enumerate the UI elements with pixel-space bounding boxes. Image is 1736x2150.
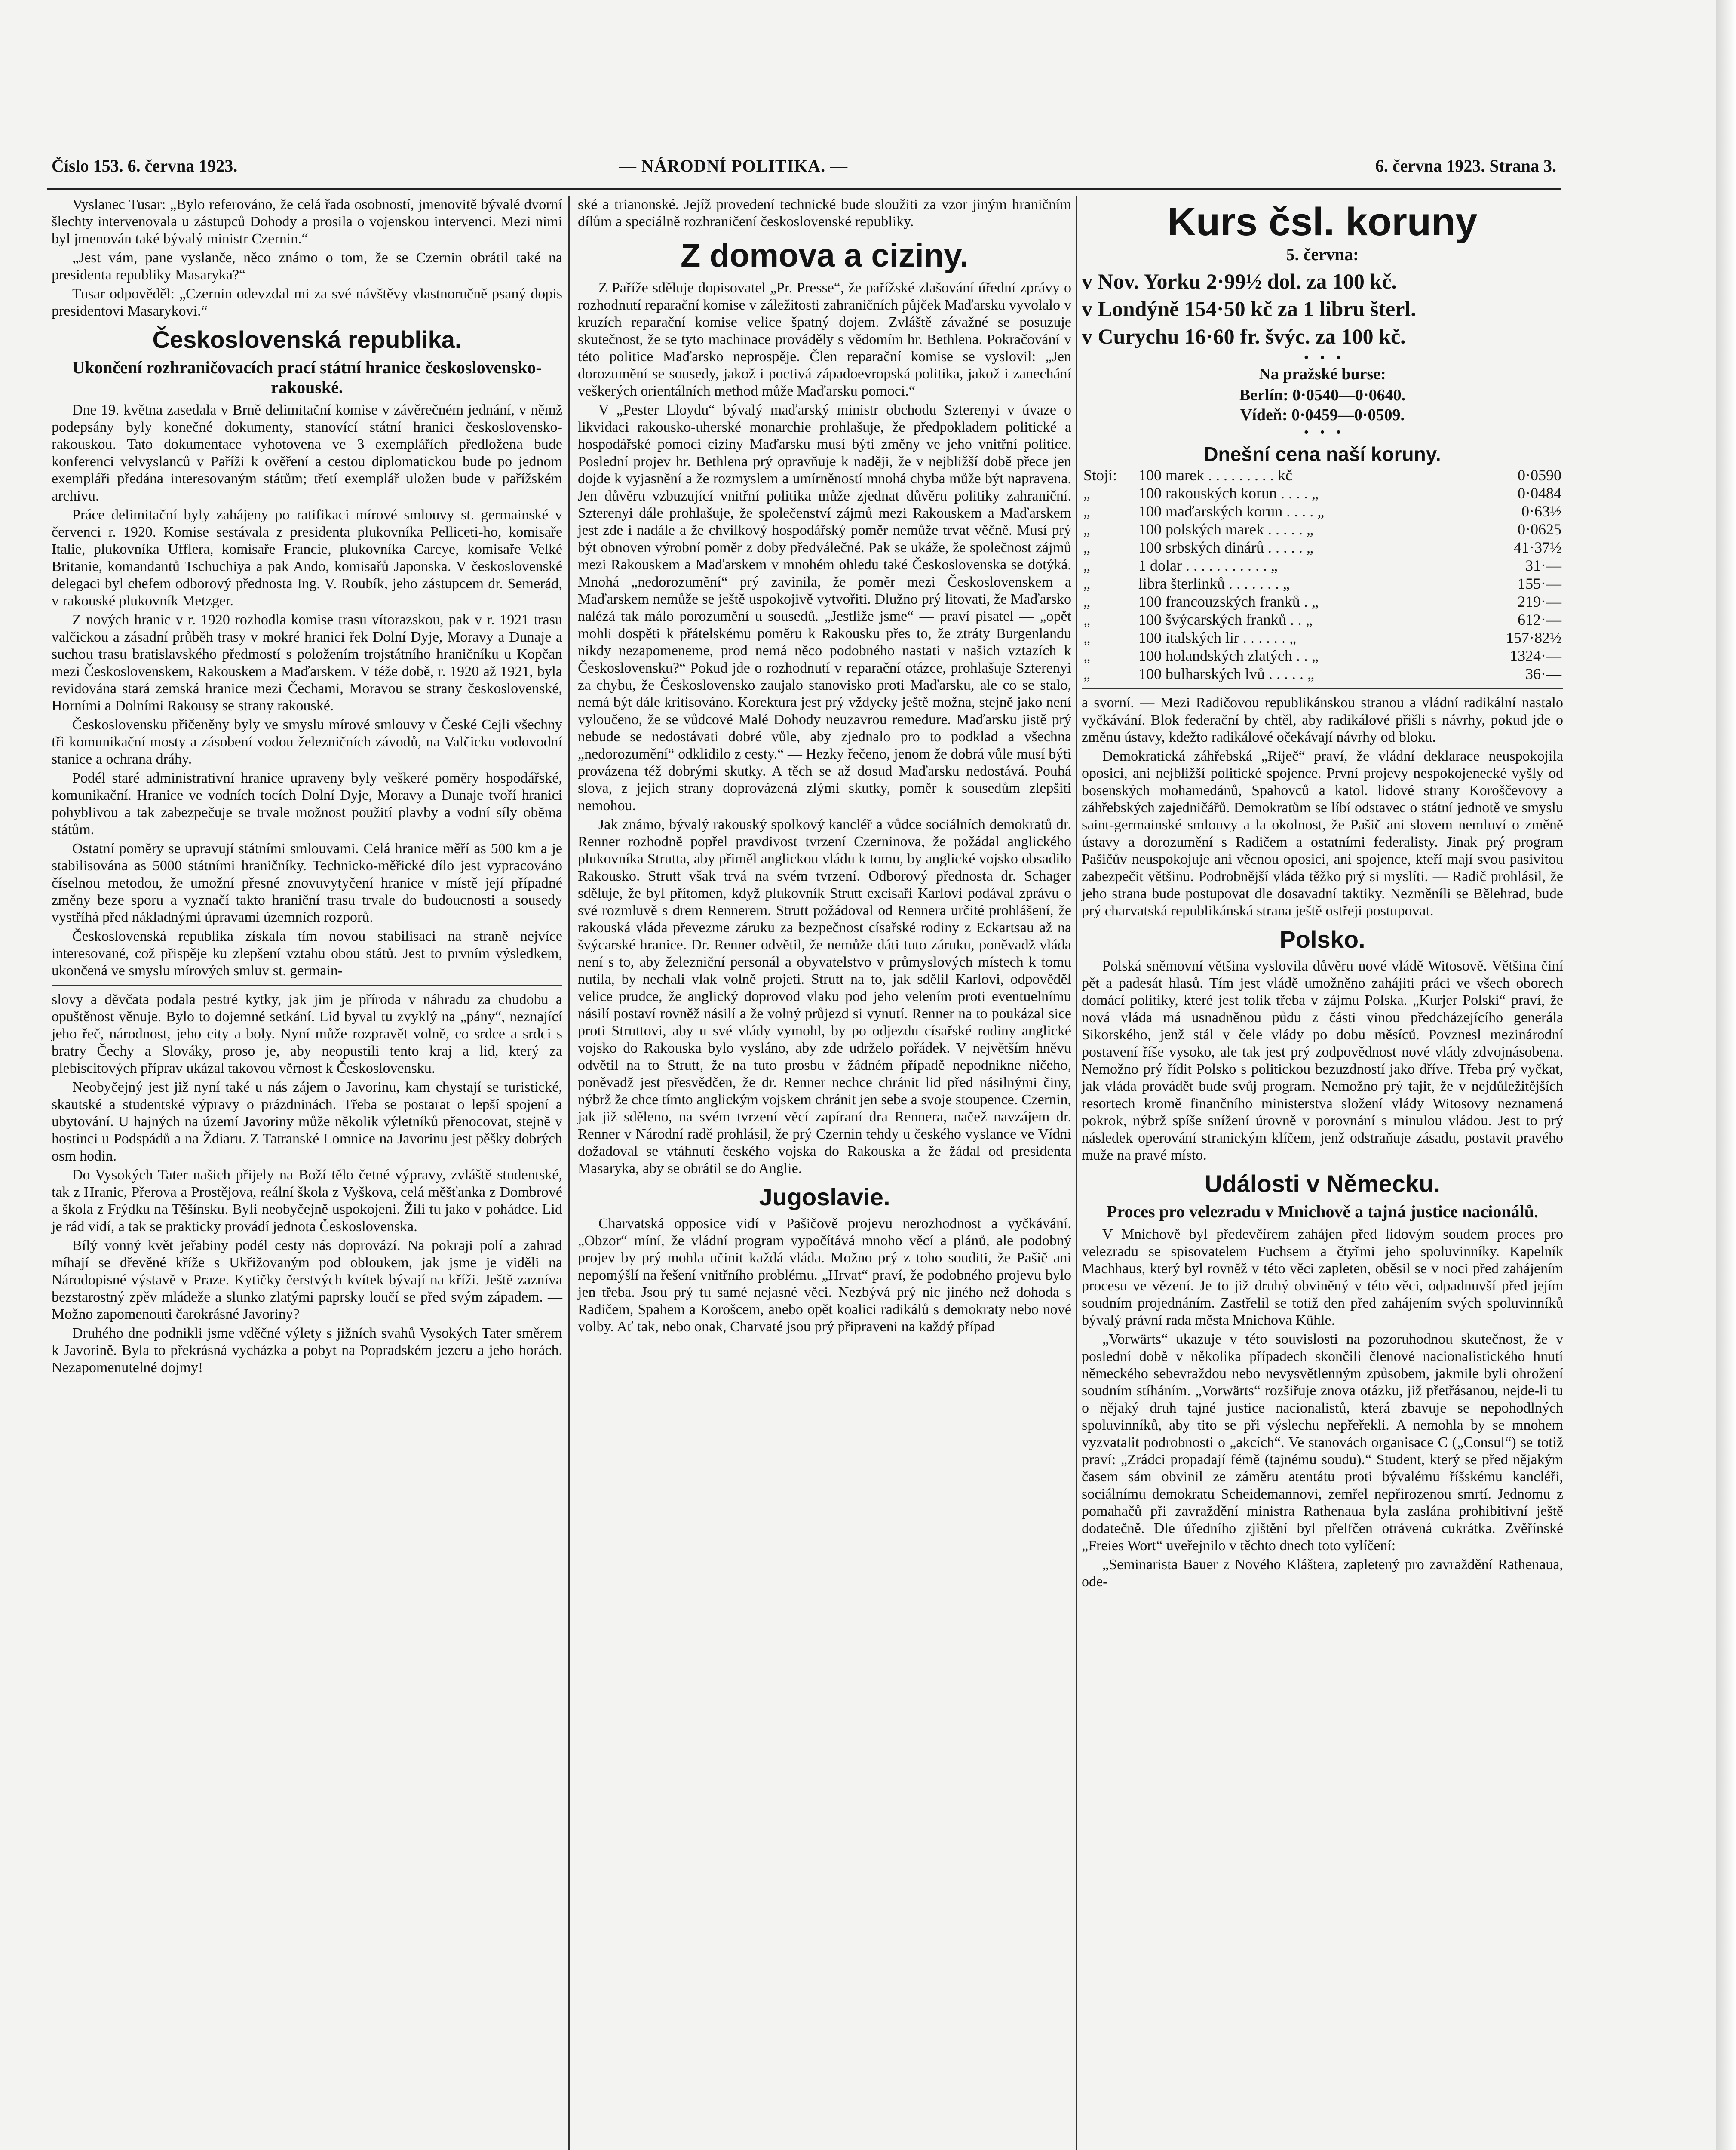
currency-row: [1082, 466, 1563, 484]
currency-label: 100 italských lir . . . . . . „: [1138, 629, 1296, 646]
column-2: [578, 196, 1071, 1337]
currency-val: 41·37½: [1514, 539, 1561, 556]
currency-label: 100 maďarských korun . . . . „: [1138, 503, 1325, 520]
currency-label: 100 marek . . . . . . . . . kč: [1138, 467, 1292, 484]
currency-pre: Stojí:: [1083, 467, 1117, 484]
paragraph: Neobyčejný jest již nyní také u nás zájem o Javorinu, kam chystají se turistické, skautské a studentské výpravy o prázdninách. Třeba se postarat o lepší spojení a ubytování. U hajných na území Javoriny může několik výletníků přenocovat, stejně v hostinci u Podspádů a na Ždiaru. Z Tatranské Lomnice na Javorinu jest pěšky dobrých osm hodin.: [52, 1079, 562, 1164]
section-title: Československá republika.: [152, 326, 462, 353]
paragraph: „Seminarista Bauer z Nového Kláštera, zapletený pro zavraždění Rathenaua, ode-: [1082, 1557, 1563, 1590]
currency-pre: „: [1083, 593, 1090, 610]
currency-row: [1082, 647, 1563, 665]
paragraph: Polská sněmovní většina vyslovila důvěru nové vládě Witosově. Většina činí pět a padesát hlasů. Tím jest vládě umožněno zahájiti práci ve všech oborech domácí politiky, které jest tolik třeba v zájmu Polska. „Kurjer Polski“ praví, že nová vláda má usnadněnou půdu z části vinou předcházejícího generála Sikorského, jenž stál v čele vlády po dobu měsíců. Povznesl mezinárodní postavení říše vysoko, ale tak jest prý zodpovědnost nové vlády zdvojnásobena. Nemožno prý řídit Polsko s politickou bezuzdností jako dříve. Třeba prý vyčkat, jak vláda provádět bude svůj program. Nemožno prý tajit, že v nejdůležitějších resortech kromě finančního ministerstva složení vlády Witosovy neznamená pokrok, nýbrž spíše snížení úrovně v porovnání s minulou vládou. Jest to prý následek operování stranickým klíčem, jenž odstraňuje zásadu, postavit pravého muže na pravé místo.: [1082, 958, 1563, 1163]
paragraph: Z nových hranic v r. 1920 rozhodla komise trasu vítorazskou, pak v r. 1921 trasu valčickou a zásadní průběh trasy v mokré hranici řek Dolní Dyje, Moravy a Dunaje a suchou trasu bratislavského předmostí s položením trojstátního hraničníku u Kopčan mezi Československem, Rakouskem a Maďarskem. V téže době, r. 1920 až 1921, byla revidována stará zemská hranice mezi Čechami, Moravou se strany československé, Horními a Dolními Rakousy se strany rakouské.: [52, 612, 562, 714]
currency-row: [1082, 538, 1563, 556]
currency-label: 100 srbských dinárů . . . . . „: [1138, 539, 1313, 556]
exchange-rate-date: 5. června:: [1286, 245, 1359, 264]
currency-pre: „: [1083, 629, 1090, 646]
burse-line: Vídeň: 0·0459—0·0509.: [1240, 406, 1405, 424]
currency-row: [1082, 593, 1563, 611]
column-divider: [568, 196, 570, 2150]
currency-val: 31·—: [1525, 557, 1561, 574]
currency-pre: „: [1083, 503, 1090, 520]
exchange-rate-line: v Londýně 154·50 kč za 1 libru šterl.: [1082, 297, 1416, 321]
currency-row: [1082, 520, 1563, 538]
paragraph: Demokratická záhřebská „Riječ“ praví, že vládní deklarace neuspokojila oposici, ani nejbližší politické spojence. První projevy nespokojenecké vyšly od bosenských mohamedánů, Spahovců a katol. lidové strany Koroščevovy a záhřebských zajedničářů. Demokratům se líbí odstavec o státní jednotě ve smyslu saint-germainské smlouvy a la okolnost, že Pašič ani slovem nemluví o změně ústavy a dorozumění s Radičem a ostatními federalisty. Jinak prý program Pašičův neuspokojuje ani věcnou oposici, ani spojence, kteří mají svou pasivitou zabezpečit většinu. Podrobnější vláda těžko prý si myslíti. — Radič prohlásil, že jeho strana bude postupovat dle dosavadní taktiky. Nezměníli se Bělehrad, bude prý charvatská republikánská strana ještě ostřeji postupovat.: [1082, 748, 1563, 919]
section-title: Polsko.: [1279, 926, 1365, 953]
exchange-rate-title: Kurs čsl. koruny: [1167, 200, 1478, 244]
currency-val: 0·0590: [1518, 467, 1561, 484]
paragraph: Československá republika získala tím novou stabilisaci na straně nejvíce interesované, což přispěje ku zlepšení vztahu obou států. Jest to prvním výsledkem, ukončená ve smyslu mírových smluv st. germain-: [52, 928, 562, 979]
section-title: Jugoslavie.: [759, 1183, 890, 1210]
header-issue: Číslo 153. 6. června 1923.: [52, 156, 238, 175]
paragraph: Z Paříže sděluje dopisovatel „Pr. Presse“, že pařížské zlašování úřední zprávy o rozhodnutí reparační komise v záležitosti zahraničních půjček Maďarsku vyvolalo v kruzích reparační komise velice špatný dojem. Zvláště závažné se posuzuje skutečnost, že se tyto machinace prováděly s vědomím hr. Bethlena. Pokračování v této politice Maďarsko neprospěje. Člen reparační komise se vyslovil: „Jen dorozumění se sousedy, jakož i poctivá západoevropská politika, jakož i zanechání veškerých orientálních method může Maďarsku pomoci.“: [578, 280, 1071, 399]
currency-label: 100 polských marek . . . . . „: [1138, 521, 1313, 538]
ornament-dots: • • •: [1304, 350, 1341, 366]
currency-val: 612·—: [1518, 611, 1561, 628]
burse-line: Berlín: 0·0540—0·0640.: [1239, 386, 1406, 404]
exchange-rate-line: v Nov. Yorku 2·99½ dol. za 100 kč.: [1082, 269, 1397, 293]
currency-pre: „: [1083, 611, 1090, 628]
currency-label: libra šterlinků . . . . . . . „: [1138, 575, 1290, 592]
currency-pre: „: [1083, 539, 1090, 556]
page-header: [52, 156, 1556, 186]
currency-label: 1 dolar . . . . . . . . . . . „: [1138, 557, 1278, 574]
paragraph: Jak známo, bývalý rakouský spolkový kancléř a vůdce sociálních demokratů dr. Renner rozhodně popřel pravdivost tvrzení Czerninova, že požádal anglického plukovníka Strutta, aby přiměl anglickou vládu k tomu, by anglické vojsko obsadilo Rakousko. Strutt však trvá na svém tvrzení. Odborový přednosta dr. Schager sděluje, že byl přítomen, když plukovník Strutt excisaři Karlovi podával zprávu o své rozmluvě s drem Rennerem. Strutt požádoval od Rennera určité prohlášení, že rakouská vláda převezme záruku za bezpečnost císařské rodiny z Eckartsau až na švýcarské hranice. Dr. Renner odvětil, že nemůže dáti tuto záruku, poněvadž vláda není s to, aby železniční personál a obyvatelstvo v průmyslových místech k tomu nutila, by nechali vlak volně projeti. Strutt na to, jak sdělil Karlovi, odpověděl velice prudce, že anglický doprovod vlaku pod jeho velením proti eventuelnímu násilí postaví rovněž násilí a že volný průjezd si vynutí. Renner na to poukázal sice proti Struttovi, aby u své vlády vymohl, by po odjezdu císařské rodiny anglické vojsko do Rakouska bylo vysláno, aby zde udrželo pořádek. V největším hněvu odvětil na to Strutt, že na tuto prosbu v žádném případě nepodnikne ničeho, poněvadž jest přesvědčen, že dr. Renner nechce chránit lid před násilnými činy, nýbrž že chce tímto anglickým vojskem chránit jen sebe a svoje stoupence. Czernin, jak již sděleno, na svém tvrzení věcí zapíraní dra Rennera, načež navzájem dr. Renner v Národní radě prohlásil, že prý Czernin tehdy u českého vyslance ve Vídni dožadoval se vtáhnutí českého vojska do Rakouska a že žádal od presidenta Masaryka, aby se obrátil se do Anglie.: [578, 817, 1071, 1176]
paragraph: V Mnichově byl předevčírem zahájen před lidovým soudem proces pro velezradu se spisovatelem Fuchsem a čtyřmi jeho spoluvinníky. Kapelník Machhaus, který byl rovněž v této věci zapleten, oběsil se v noci před zahájením procesu ve vězení. Je to již druhý obviněný v této věci, odpadnuvší před jejím soudním projednáním. Zastřelil se totiž den před zahájením svých spoluvinníků bývalý právní rada města Mnichova Kühle.: [1082, 1226, 1563, 1328]
currency-pre: „: [1083, 521, 1090, 538]
column-divider: [1076, 196, 1077, 2150]
paragraph: Vyslanec Tusar: „Bylo referováno, že celá řada osobností, jmenovitě bývalé dvorní šlechty intervenovala u zástupců Dohody a prosila o vojenskou intervenci. Mezi nimi byl jmenován také bývalý ministr Czernin.“: [52, 197, 562, 247]
currency-label: 100 francouzských franků . „: [1138, 593, 1319, 610]
paragraph: „Vorwärts“ ukazuje v této souvislosti na pozoruhodnou skutečnost, že v poslední době v několika případech skončili členové nacionalistického hnutí německého sebevraždou nebo nevysvětlenným způsobem, jakmile byli ohrožení soudním stíháním. „Vorwärts“ rozšiřuje znova otázku, již přetřásanou, nejde-li tu o nějaký druh tajné justice nacionalistů, která zbavuje se nepohodlných spoluvinníků, aby tito se při výslechu nepřeřekli. A nemohla by se mnohem vyzvatalit podrobnosti o „akcích“. Ve stanovách organisace C („Consul“) se totiž praví: „Zrádci propadají fémě (tajnému soudu).“ Student, který se před nějakým časem sám obvinil ze záměru atentátu proti bývalému říšskému kancléři, sociálnímu demokratu Scheidemannovi, zemřel nepřirozenou smrtí. Jednomu z pomahačů při zavraždění ministra Rathenaua byla zaslána prohibitivní ještě dodatečně. Dle úředního zjištění byl přelfčen otrávená cukrátka. Zvěřínské „Freies Wort“ uveřejnilo v těchto dnech toto vylíčení:: [1082, 1331, 1563, 1554]
paragraph: V „Pester Lloydu“ bývalý maďarský ministr obchodu Szterenyi v úvaze o likvidaci rakousko-uherské monarchie prohlašuje, že předpokladem politické a hospodářské pomoci ciziny Maďarsku musí býti změny ve jeho vnitřní politice. Poslední projev hr. Bethlena prý opravňuje k naději, že v nejbližší době přece jen dojde k vyjasnění a že rozmyslem a umírněností mnohá chyba může být napravena. Jen důvěru vzbuzující vnitřní politika může zjednat důvěru politiky zahraniční. Szterenyi dále prohlašuje, že společenství zájmů mezi Rakouskem a Maďarskem jest zde i nadále a že chvilkový hospodářský poměr nemůže trvat věčně. Musí prý být obnoven výrobní poměr z doby předválečné. Pak se ukáže, že společnost zájmů mezi Rakouskem a Maďarskem v mnohém ohledu také Československa se dotýká. Mnohá „nedorozumění“ prý zavinila, že poměr mezi Československem a Maďarskem nemůže se ještě uspokojivě vytvořiti. Dlužno prý litovati, že Maďarsko nalézá tak málo porozumění u sousedů. „Jestliže jsme“ — praví pisatel — „opět mohli dospěti k přátelskému poměru k Rakousku přes to, že ztráty Burgenlandu nikdy nezapomeneme, prod nemá něco podobného nastati v našich vztazích k Československu?“ Pokud jde o rozhodnutí v reparační otázce, prohlašuje Szterenyi za chybu, že Československo zaujalo stanovisko proti Maďarsku, ale co se stalo, nemá být dále kritisováno. Korektura jest prý vždycky ještě možna, stejně jako není vyloučeno, že se vůdcové Malé Dohody neuzavrou remedure. Maďarsku jistě prý nebude se nedostávati dobré vůle, aby zjednalo pro to podklad a všechna „nedorozumění“ odklidilo z cesty.“ — Hezky řečeno, jenom že dobrá vůle musí býti provázena též dobrými skutky. A těch se až dosud Maďarsku nedostává. Pouhá slova, z jejich strany doprovázená zlými skutky, poměr k sousedům zlepšiti nemohou.: [578, 402, 1071, 814]
currency-table-title: Dnešní cena naší koruny.: [1204, 443, 1441, 465]
currency-label: 100 holandských zlatých . . „: [1138, 647, 1319, 664]
currency-label: 100 rakouských korun . . . . „: [1138, 485, 1319, 502]
paragraph: Československu přičeněny byly ve smyslu mírové smlouvy v České Cejli všechny tři komunikační mosty a zásobení vodou železničních závodů, na Valčicku vodovodní stanice a ochrana dráhy.: [52, 717, 562, 767]
paragraph: Druhého dne podnikli jsme vděčné výlety s jižních svahů Vysokých Tater směrem k Javorině. Byla to překrásná vycházka a pobyt na Popradském jezeru a jeho horách. Nezapomenutelné dojmy!: [52, 1325, 562, 1376]
currency-val: 0·0625: [1518, 521, 1561, 538]
currency-row: [1082, 484, 1563, 502]
paragraph: a svorní. — Mezi Radičovou republikánskou stranou a vládní radikální nastalo vyčkávání. Blok federační by chtěl, aby radikálové přišli s návrhy, pokud jde o změnu ústavy, kdežto radikálové očekávají návrhy od bloku.: [1082, 695, 1563, 745]
paragraph: Práce delimitační byly zahájeny po ratifikaci mírové smlouvy st. germainské v červenci r. 1920. Komise sestávala z presidenta plukovníka Pelliceti-ho, komisaře Italie, plukovníka Ufflera, komisaře Francie, plukovníka Carcye, komisaře Velké Britanie, komandantů Tschuchiya a pak Ando, komisařů Japonska. V československé delegaci byl chefem odborový přednosta Ing. V. Roubík, jeho zástupcem dr. Semerád, v rakouské plukovník Metzger.: [52, 507, 562, 609]
column-3: [1082, 196, 1563, 1592]
currency-val: 155·—: [1518, 575, 1561, 592]
article-subtitle: Proces pro velezradu v Mnichově a tajná justice nacionálů.: [1107, 1202, 1538, 1221]
article-subtitle: Ukončení rozhraničovacích prací státní hranice československo-rakouské.: [72, 358, 542, 397]
ornament-dots: • • •: [1304, 424, 1341, 440]
currency-pre: „: [1083, 485, 1090, 502]
header-masthead: — NÁRODNÍ POLITIKA. —: [619, 156, 848, 175]
exchange-rate-line: v Curychu 16·60 fr. švýc. za 100 kč.: [1082, 324, 1406, 348]
feuilleton-rule: [52, 985, 562, 986]
column-1: [52, 196, 562, 1378]
paragraph: ské a trianonské. Jejíž provedení technické bude sloužiti za vzor jiným hraničním dílům a speciálně rozhraničení československé republiky.: [578, 197, 1071, 230]
paragraph: Bílý vonný květ jeřabiny podél cesty nás doprovází. Na pokraji polí a zahrad míhají se dřevěné kříže s Ukřižovaným pod obloukem, jak jsme je viděli na Národopisné výstavě v Praze. Kytičky čerstvých kvítek bývají na kříži. Ještě zazníva bezstarostný zpěv mládeže a slunko zlatými paprsky loučí se před svým západem. — Možno zapomenouti čarokrásné Javoriny?: [52, 1238, 562, 1322]
currency-val: 157·82½: [1506, 629, 1561, 646]
paragraph: Charvatská opposice vidí v Pašičově projevu nerozhodnost a vyčkávání. „Obzor“ míní, že vládní program vypočítává mnoho věcí a plánů, ale podobný projev by prý mohla učinit každá vláda. Možno prý z toho souditi, že Pašič ani nepomýšlí na řešení vnitřního problému. „Hrvat“ praví, že podobného projevu bylo jen třeba. Jsou prý tu samé nejasné věci. Nezbývá prý nic jiného než dohoda s Radičem, Spahem a Korošcem, anebo opět koalici radikálů s demokraty nebo nové volby. Ať tak, nebo onak, Charvaté jsou prý připraveni na každý případ: [578, 1216, 1071, 1335]
paragraph: Ostatní poměry se upravují státními smlouvami. Celá hranice měří as 500 km a je stabilisována as 5000 státními hraničníky. Technicko-měřické dílo jest vypracováno číselnou metodou, že umožní přesné znovuvytyčení hranice v místě její případné změny beze sporu a vyznačí takto hraniční trasu trvale do budoucnosti a sousedy vystříhá před nákladnými úpravami územních rozporů.: [52, 841, 562, 925]
section-title: Z domova a ciziny.: [680, 237, 969, 274]
currency-row: [1082, 665, 1563, 683]
header-date-page: 6. června 1923. Strana 3.: [1375, 156, 1556, 175]
currency-val: 219·—: [1518, 593, 1561, 610]
paragraph: Dne 19. května zasedala v Brně delimitační komise v závěrečném jednání, v němž podepsány byly konečné dokumenty, stanovící státní hranici československo-rakouskou. Tato dokumentace vyhotovena ve 3 exemplářích předložena bude konferenci velvyslanců v Paříži k ověření a cestou diplomatickou bude po jednom exempláři předána interesovaným státům; třetí exemplář uložen bude v pařížském archivu.: [52, 402, 562, 504]
section-rule: [1082, 688, 1563, 689]
currency-val: 0·0484: [1518, 485, 1561, 502]
burse-title: Na pražské burse:: [1259, 365, 1386, 383]
currency-row: [1082, 611, 1563, 629]
paragraph: slovy a děvčata podala pestré kytky, jak jim je příroda v náhradu za chudobu a opuštěnost věnuje. Bylo to dojemné setkání. Lid byval tu zvyklý na „pány“, neznající jeho řeč, národnost, jeho city a boly. Nyní může rozpravět volně, co srdce a srdci s bratry Čechy a Slováky, proso je, aby neopustili tento kraj a lid, který za plebiscitových příprav ukázal takovou věrnost k Československu.: [52, 992, 562, 1076]
currency-pre: „: [1083, 575, 1090, 592]
currency-row: [1082, 629, 1563, 647]
paragraph: Tusar odpověděl: „Czernin odevzdal mi za své návštěvy vlastnoručně psaný dopis presidentovi Masarykovi.“: [52, 286, 562, 319]
paragraph: Do Vysokých Tater našich přijely na Boží tělo četné výpravy, zvláště studentské, tak z Hranic, Přerova a Prostějova, reální škola z Vyškova, celá měšťanka z Dombrové a škola z Frýdku na Těšínsku. Byli neobyčejně uspokojeni. Žili tu jako v pohádce. Lid je rád vidí, a tak se prakticky provádí jednota Československa.: [52, 1167, 562, 1235]
currency-row: [1082, 574, 1563, 593]
currency-val: 0·63½: [1521, 503, 1561, 520]
paragraph: „Jest vám, pane vyslanče, něco známo o tom, že se Czernin obrátil také na presidenta republiky Masaryka?“: [52, 250, 562, 283]
currency-pre: „: [1083, 665, 1090, 682]
currency-table: [1082, 466, 1563, 683]
currency-label: 100 švýcarských franků . . „: [1138, 611, 1313, 628]
currency-row: [1082, 502, 1563, 520]
currency-pre: „: [1083, 557, 1090, 574]
currency-val: 1324·—: [1510, 647, 1561, 664]
paragraph: Podél staré administrativní hranice upraveny byly veškeré poměry hospodářské, komunikační. Hranice ve vodních tocích Dolní Dyje, Moravy a Dunaje tvoří hranici pohyblivou a tak zabezpečuje se trvale možnost použití plavby a vodní síly oběma státům.: [52, 770, 562, 838]
currency-row: [1082, 556, 1563, 574]
scan-edge: [1716, 0, 1736, 2150]
currency-val: 36·—: [1525, 665, 1561, 682]
currency-pre: „: [1083, 647, 1090, 664]
header-rule: [47, 188, 1561, 190]
section-title: Události v Německu.: [1205, 1170, 1440, 1197]
currency-label: 100 bulharských lvů . . . . . „: [1138, 665, 1314, 682]
